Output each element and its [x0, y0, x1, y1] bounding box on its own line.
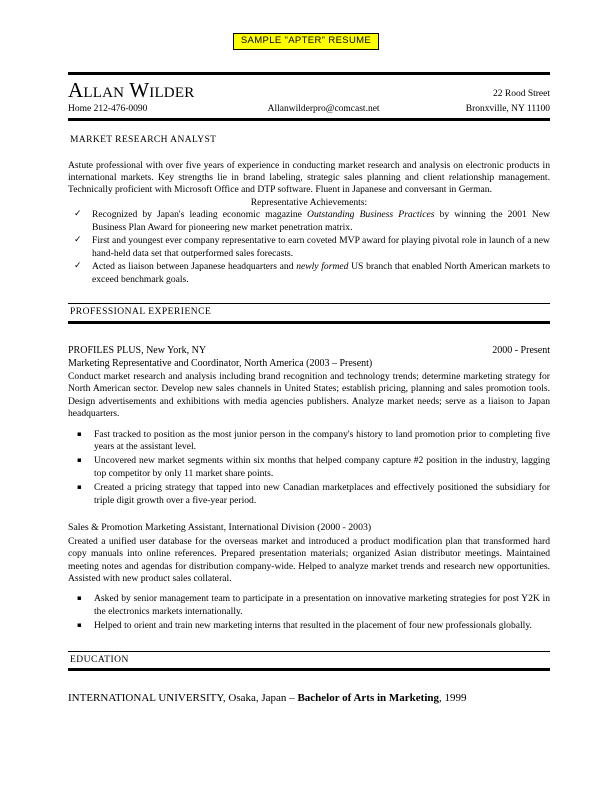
- check-icon: ✓: [74, 209, 82, 220]
- job-description-1: Created a unified user database for the overseas market and introduced a product modification plan that transformed hard copy manuals into online references. Prepared presentation materials; organized Asian distributor meetings. Maintained meeting notes and agendas for distribution company-wide. Helped to analyze market trends and research new opportunities. Assisted with new product sales collateral.: [68, 535, 550, 584]
- job-date: 2000 - Present: [492, 344, 550, 356]
- section-header-education: EDUCATION: [68, 651, 550, 671]
- check-icon: ✓: [74, 235, 82, 246]
- job-bullets-0: [68, 429, 550, 508]
- list-item: [68, 593, 550, 618]
- job-role-0: Marketing Representative and Coordinator, North America (2003 – Present): [68, 358, 373, 370]
- job-role-1: Sales & Promotion Marketing Assistant, International Division (2000 - 2003): [68, 522, 372, 534]
- achievement-post: by winning the 2001 New Business Plan Award for pioneering new market penetration matrix.: [92, 209, 550, 233]
- bullet-text: Created a pricing strategy that tapped into new Canadian marketplaces and effectively positioned the subsidiary for triple digit growth over a five-year period.: [94, 482, 550, 506]
- list-item: [68, 620, 550, 632]
- resume-body: [68, 121, 550, 705]
- bullet-text: Fast tracked to position as the most junior person in the company's history to land promotion prior to completing five years at the assistant level.: [94, 428, 550, 453]
- bullet-text: Uncovered new market segments within six months that helped company capture #2 position in the industry, lagging top competitor by only 11 market share points.: [94, 455, 550, 479]
- education-entry: [68, 691, 550, 705]
- list-item: [68, 261, 550, 286]
- section-header-experience: PROFESSIONAL EXPERIENCE: [68, 303, 550, 323]
- check-icon: ✓: [74, 261, 82, 272]
- candidate-name: Allan Wilder: [68, 77, 195, 102]
- email-text: Allanwilderpro@comcast.net: [267, 104, 380, 115]
- achievements-list: [68, 209, 550, 286]
- list-item: [68, 429, 550, 454]
- square-bullet-icon: ▪: [77, 483, 82, 492]
- phone-text: Home 212-476-0090: [68, 104, 148, 115]
- address-line-1: 22 Rood Street: [493, 89, 550, 100]
- resume-header: [68, 72, 550, 121]
- achievement-italic: Outstanding Business Practices: [307, 209, 435, 221]
- sample-banner: SAMPLE "APTER" RESUME: [233, 33, 379, 50]
- sample-banner-row: [0, 0, 612, 50]
- job-company: PROFILES PLUS, New York, NY: [68, 344, 207, 356]
- job-description-0: Conduct market research and analysis including brand recognition and technology trends; determine marketing strategy for North American sector. Develop new sales channels in United States; establish pricing, planning and sales promotion tools. Design advertisements and exhibitions with media agencies publishers. Analyze market needs; serve as a liaison to Japan headquarters.: [68, 370, 550, 420]
- job-header-0: [68, 344, 550, 358]
- name-row: [68, 78, 550, 102]
- bullet-text: Helped to orient and train new marketing interns that resulted in the placement of four new professionals globally.: [94, 620, 532, 632]
- professional-summary: Astute professional with over five years of experience in conducting market research and analysis on electronic products in international markets. Key strengths lie in brand labeling, strategic sales planning and client relationship management. Technically proficient with Microsoft Office and DTP software. Fluent in Japanese and conversant in German.: [68, 159, 550, 196]
- list-item: [68, 482, 550, 507]
- achievement-italic: newly formed: [296, 261, 349, 273]
- achievement-pre: Recognized by Japan's leading economic magazine: [92, 209, 308, 221]
- achievement-pre: First and youngest ever company representative to earn coveted MVP award for playing pivotal role in launch of a new hand-held data set that outperformed sales forecasts.: [92, 235, 550, 259]
- list-item: [68, 455, 550, 480]
- job-bullets-1: [68, 593, 550, 632]
- education-year: , 1999: [439, 692, 467, 705]
- achievement-pre: Acted as liaison between Japanese headquarters and: [92, 261, 297, 273]
- square-bullet-icon: ▪: [77, 456, 82, 465]
- education-school: INTERNATIONAL UNIVERSITY, Osaka, Japan –: [68, 692, 298, 705]
- achievements-heading: Representative Achievements:: [250, 196, 368, 208]
- address-line-2: Bronxville, NY 11100: [465, 104, 550, 115]
- list-item: [68, 209, 550, 234]
- list-item: [68, 235, 550, 260]
- contact-row: [68, 104, 550, 114]
- target-title: MARKET RESEARCH ANALYST: [70, 135, 217, 146]
- square-bullet-icon: ▪: [77, 429, 82, 438]
- education-degree: Bachelor of Arts in Marketing: [297, 692, 439, 705]
- square-bullet-icon: ▪: [77, 594, 82, 603]
- achievement-post: US branch that enabled North American markets to exceed benchmark goals.: [92, 261, 550, 285]
- bullet-text: Asked by senior management team to participate in a presentation on innovative marketing strategies for post Y2K in the electronics markets internationally.: [94, 593, 550, 617]
- square-bullet-icon: ▪: [77, 621, 82, 630]
